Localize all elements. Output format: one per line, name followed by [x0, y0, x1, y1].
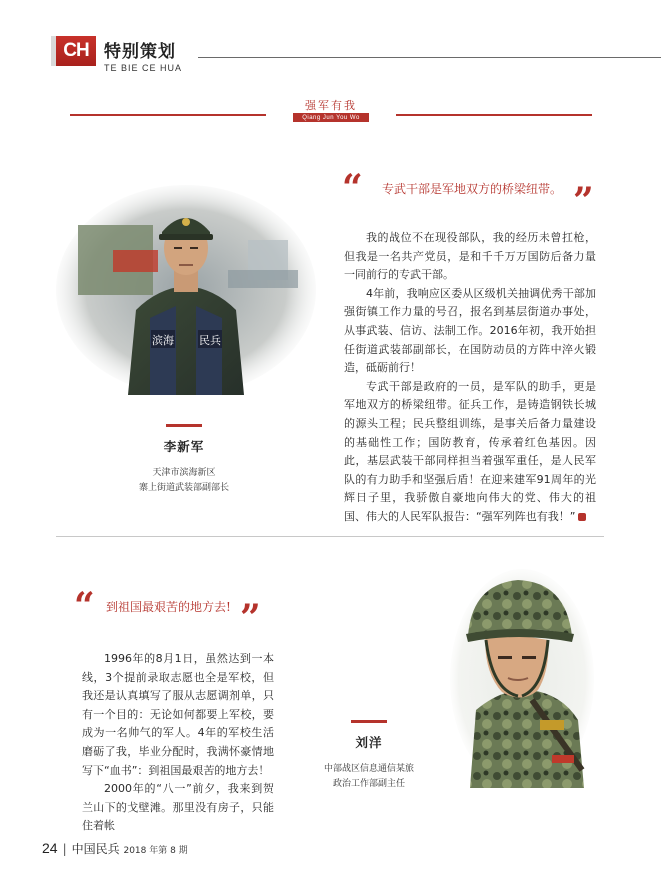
person-1-title-line2: 寨上街道武装部副部长: [138, 483, 229, 493]
open-quote-icon: “: [74, 585, 95, 627]
section-title: 特别策划: [104, 42, 176, 62]
li-xinjun-photo: [58, 190, 313, 395]
article-1-paragraph: [344, 378, 596, 527]
column-banner: [293, 99, 369, 121]
article-2-body: [82, 650, 274, 836]
close-quote-icon: ”: [573, 180, 594, 222]
person-2-title-line1: 中部战区信息通信某旅: [323, 764, 414, 774]
end-mark-icon: [578, 513, 586, 521]
banner-line-left: [70, 114, 266, 116]
article-divider: [56, 536, 604, 537]
article-2-paragraph: 1996年的8月1日，虽然达到一本线，3个提前录取志愿也全是军校，但我还是认真填写了服从志愿调剂单，只有一个目的：无论如何都要上军校，要成为一名帅气的军人。4年的军校生活磨砺了我，毕业分配时，我满怀豪情地写下“血书”：到祖国最艰苦的地方去！: [82, 652, 274, 777]
close-quote-icon: ”: [240, 597, 261, 639]
page-footer: [42, 840, 188, 857]
svg-text:滨海: 滨海: [152, 334, 174, 347]
pull-quote-1: 专武干部是军地双方的桥梁纽带。: [382, 182, 563, 196]
open-quote-icon: “: [342, 167, 363, 209]
article-1-body: [344, 229, 596, 527]
person-1-name: 李新军: [163, 439, 205, 454]
magazine-name: 中国民兵: [71, 842, 120, 856]
person-1-title: [114, 466, 254, 496]
section-badge: CH: [56, 36, 96, 66]
header-rule: [198, 57, 661, 58]
pull-quote-2: 到祖国最艰苦的地方去!: [106, 600, 231, 614]
column-pinyin: Qiang Jun You Wo: [293, 114, 369, 122]
footer-separator: |: [62, 842, 67, 856]
article-1-paragraph-text: 专武干部是政府的一员，是军队的助手，更是军地双方的桥梁纽带。征兵工作，是铸造钢铁长城的源头工程；民兵整组训练，是事关后备力量建设的基础性工作；国防教育，传承着红色基因。因此，基层武装干部同样担当着强军重任，是人民军队的有力助手和坚强后盾！在迎来建军91周年的光辉日子里，我骄傲自豪地向伟大的党、伟大的祖国、伟大的人民军队报告：“强军列阵也有我！”: [344, 379, 596, 523]
liu-yang-photo: [452, 570, 592, 788]
issue-label: 2018 年第 8 期: [123, 846, 188, 856]
article-1-paragraph: 我的战位不在现役部队，我的经历未曾扛枪，但我是一名共产党员，是和千千万万国防后备力量一同前行的专武干部。: [344, 231, 596, 282]
article-1-paragraph: 4年前，我响应区委从区级机关抽调优秀干部加强街镇工作力量的号召，报名到基层街道办事处，从事武装、信访、法制工作。2016年初，我开始担任街道武装部副部长，在国防动员的方阵中淬火锻造，砥砺前行！: [344, 286, 596, 375]
column-title: 强军有我: [293, 99, 369, 114]
person-2-title: [299, 762, 439, 792]
page-number: 24: [42, 840, 58, 856]
person-2-bar: [351, 720, 387, 723]
svg-text:民兵: 民兵: [199, 334, 221, 347]
person-1-bar: [166, 424, 202, 427]
banner-line-right: [396, 114, 592, 116]
person-1-title-line1: 天津市滨海新区: [152, 468, 216, 478]
person-2-title-line2: 政治工作部副主任: [332, 779, 405, 789]
article-2-paragraph: 2000年的“八一”前夕，我来到贺兰山下的戈壁滩。那里没有房子，只能住着帐: [82, 782, 274, 833]
section-pinyin: TE BIE CE HUA: [104, 63, 183, 73]
person-2-name: 刘洋: [355, 735, 383, 750]
